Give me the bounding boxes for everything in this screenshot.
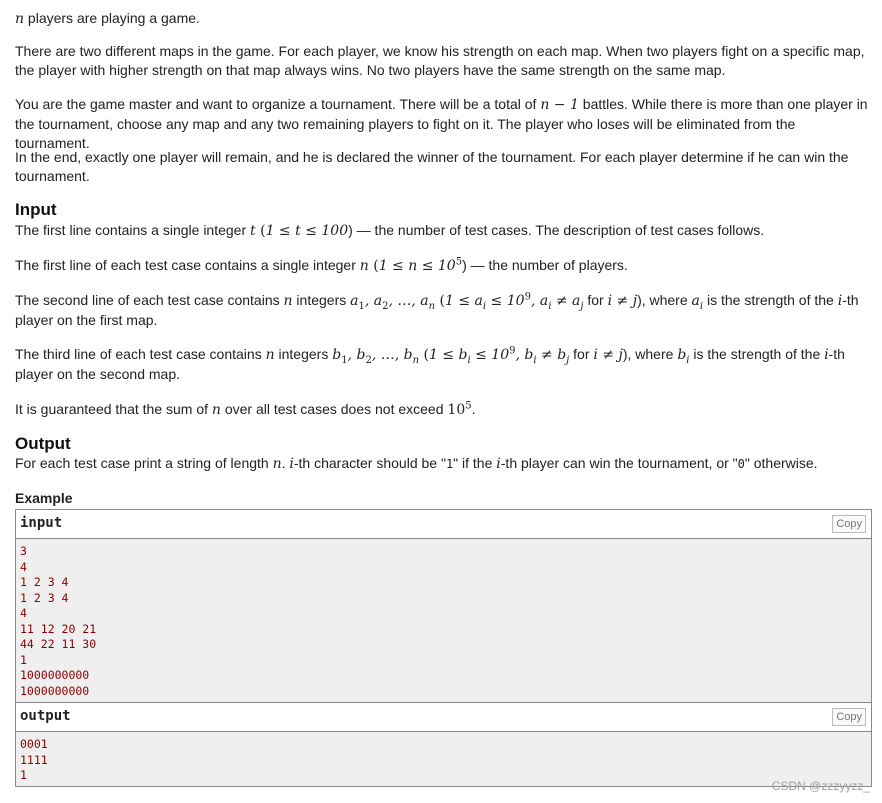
math: b	[332, 347, 342, 363]
math: 2	[365, 354, 372, 366]
text: The second line of each test case contains	[15, 292, 284, 308]
text: " if the	[453, 455, 497, 471]
math: ≤ 10	[486, 293, 525, 309]
math: b	[677, 347, 687, 363]
math: 10	[447, 402, 466, 418]
text: " otherwise.	[744, 455, 818, 471]
math: i	[482, 300, 487, 312]
math: , …, a	[388, 293, 429, 309]
math: i	[686, 354, 690, 366]
text: There are two different maps in the game. For each player, we know his strength on each map. When two players fight on a specific map, the player with higher strength on that map always wins. No two players have the same strength on the same map.	[15, 43, 865, 78]
math: n	[272, 456, 282, 472]
math: ≠ b	[536, 347, 567, 363]
code: 0	[737, 457, 745, 471]
math: 1 ≤ t ≤ 100	[265, 223, 349, 239]
statement-paragraph-2	[15, 42, 872, 80]
text: The third line of each test case contains	[15, 346, 266, 362]
math: a	[691, 293, 700, 309]
text: -th player on the first map.	[15, 292, 859, 328]
math: i	[467, 354, 471, 366]
math: i	[548, 300, 552, 312]
example-line: 1111	[20, 752, 48, 767]
example-output-label: output	[20, 708, 71, 724]
text: for	[569, 346, 594, 362]
example-title: Example	[15, 490, 73, 506]
watermark: CSDN @zzzyyzz_	[771, 779, 870, 793]
example-output-box	[15, 702, 872, 787]
text: -th player on the second map.	[15, 346, 845, 382]
math: 1	[341, 354, 348, 366]
text: -th character should be "	[293, 455, 446, 471]
math: , b	[347, 347, 366, 363]
text: .	[281, 455, 290, 471]
output-heading: Output	[15, 434, 71, 453]
example-input-content	[16, 539, 871, 702]
example-output-content	[16, 732, 871, 787]
math: ≤ 10	[470, 347, 510, 363]
math: n	[412, 354, 420, 366]
example-output-header	[16, 703, 871, 732]
math: n	[211, 402, 221, 418]
math: , a	[530, 293, 549, 309]
text: The first line contains a single integer	[15, 222, 251, 238]
math: , a	[364, 293, 383, 309]
text: is the strength of the	[703, 292, 838, 308]
math: a	[350, 293, 359, 309]
example-line: 1	[20, 652, 27, 667]
text: You are the game master and want to organize a tournament. There will be a total of	[15, 96, 541, 112]
example-line: 44 22 11 30	[20, 637, 97, 651]
example-line: 4	[20, 559, 27, 574]
math: 9	[524, 291, 531, 303]
input-line-5	[15, 400, 872, 420]
input-line-3	[15, 291, 872, 330]
statement-paragraph-1	[15, 9, 872, 29]
example-input-box	[15, 509, 872, 703]
text: integers	[274, 346, 333, 362]
math: 9	[509, 345, 516, 357]
text: battles. While there is more than one player in the tournament, choose any map and any two remaining players to fight on it. The player who loses will be eliminated from the tournament.	[15, 96, 868, 151]
math: , b	[515, 347, 534, 363]
statement-paragraph-3	[15, 95, 872, 153]
text: It is guaranteed that the sum of	[15, 401, 212, 417]
text: is the strength of the	[689, 346, 825, 362]
input-line-4	[15, 345, 872, 384]
math: , …, b	[371, 347, 413, 363]
math: i	[837, 293, 843, 309]
math: (	[435, 293, 446, 309]
example-line: 1 2 3 4	[20, 575, 69, 589]
statement-paragraph-4	[15, 148, 872, 186]
text: The first line of each test case contains a single integer	[15, 257, 360, 273]
text: over all test cases does not exceed	[220, 401, 448, 417]
text: For each test case print a string of length	[15, 455, 273, 471]
text: In the end, exactly one player will remain, and he is declared the winner of the tournament. For each player determine if he can win the tournament.	[15, 149, 849, 184]
math: 5	[465, 400, 472, 412]
example-line: 1	[20, 768, 27, 782]
math: 1 ≤ a	[445, 293, 483, 309]
text: .	[471, 401, 476, 417]
text: -th player can win the tournament, or "	[500, 455, 738, 471]
input-line-2	[15, 256, 872, 276]
math: i	[289, 456, 294, 472]
math: i ≠ j	[593, 347, 623, 363]
text: players are playing a game.	[24, 10, 200, 26]
text: for	[583, 292, 608, 308]
copy-input-button[interactable]: Copy	[832, 515, 866, 533]
example-line: 1000000000	[20, 668, 90, 682]
math: (	[368, 258, 379, 274]
text: ), where	[622, 346, 678, 362]
math: 1 ≤ b	[428, 347, 468, 363]
math: (	[255, 223, 266, 239]
math: n	[265, 347, 275, 363]
math: (	[419, 347, 429, 363]
text: integers	[292, 292, 351, 308]
math: j	[566, 354, 570, 366]
math: n − 1	[540, 97, 579, 113]
output-line-1	[15, 454, 872, 474]
math: i	[699, 300, 704, 312]
math: i	[496, 456, 501, 472]
math: 1	[358, 300, 365, 312]
input-line-1	[15, 221, 872, 241]
example-line: 0001	[20, 737, 48, 751]
copy-output-button[interactable]: Copy	[832, 708, 866, 726]
input-heading: Input	[15, 200, 57, 219]
math: j	[580, 300, 584, 312]
math: 2	[382, 300, 389, 312]
math: i ≠ j	[607, 293, 638, 309]
example-line: 1 2 3 4	[20, 590, 69, 605]
math: ≠ a	[551, 293, 581, 309]
math: 5	[455, 256, 463, 268]
example-line: 1000000000	[20, 683, 90, 698]
math: n	[428, 300, 436, 312]
math: t	[250, 223, 256, 239]
code: 1	[445, 457, 454, 471]
math: n	[283, 293, 293, 309]
example-input-label: input	[20, 515, 63, 531]
text: ), where	[637, 292, 692, 308]
math: i	[533, 354, 537, 366]
text: ) — the number of test cases. The description of test cases follows.	[348, 222, 765, 238]
text: ) — the number of players.	[462, 257, 628, 273]
math: n	[359, 258, 369, 274]
math: 1 ≤ n ≤ 10	[378, 258, 456, 274]
example-line: 11 12 20 21	[20, 621, 97, 636]
math: i	[824, 347, 829, 363]
example-line: 3	[20, 544, 27, 558]
example-input-header	[16, 510, 871, 539]
example-line: 4	[20, 606, 27, 620]
math-n: n	[15, 11, 25, 27]
